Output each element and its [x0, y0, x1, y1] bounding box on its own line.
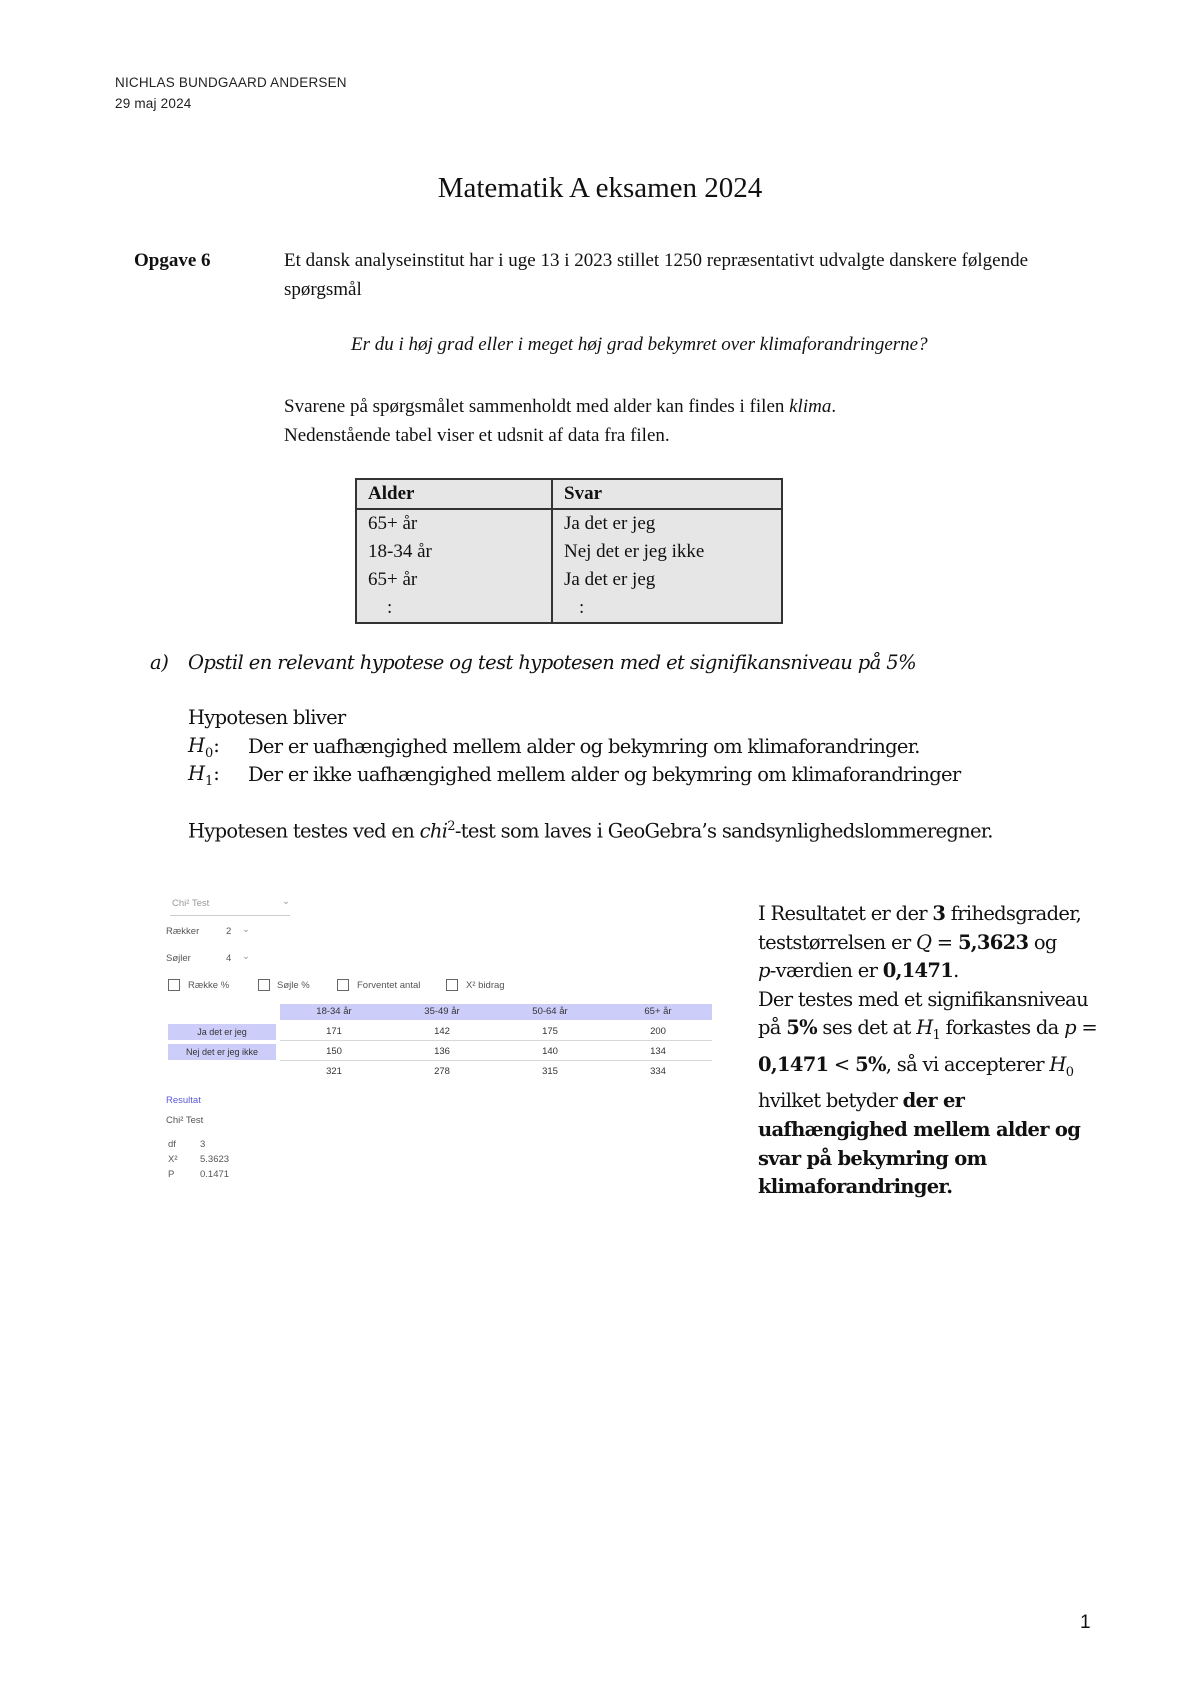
stat-value: 0.1471 — [200, 1169, 230, 1180]
stat-value: 5.3623 — [200, 1154, 230, 1165]
text: = — [1075, 1016, 1098, 1040]
data-line-1-text: Svarene på spørgsmålet sammenholdt med alder kan findes i filen — [284, 396, 790, 417]
text: I Resultatet er der — [758, 902, 933, 925]
column-total: 278 — [434, 1066, 450, 1077]
test-statistic-value: 5,3623 — [957, 930, 1029, 954]
column-header: 18-34 år — [280, 1004, 388, 1020]
test-mode-select: Chi² Test — [172, 898, 210, 909]
column-header: 65+ år — [604, 1004, 712, 1020]
table-cell: Ja det er jeg — [552, 566, 782, 594]
result-title: Chi² Test — [166, 1115, 204, 1126]
h1-symbol: $H_1$: — [188, 762, 220, 789]
data-line-1 — [284, 392, 1104, 421]
survey-question: Er du i høj grad eller i meget høj grad bekymret over klimaforandringerne? — [351, 334, 928, 355]
conclusion-statement: der er uafhængighed mellem alder og svar på bekymring om klimaforandringer. — [758, 1089, 1081, 1199]
stat-label: df — [168, 1139, 176, 1150]
hypothesis-intro: Hypotesen bliver — [188, 706, 346, 729]
h1-letter: H — [916, 1016, 933, 1040]
h0-letter: H — [1049, 1052, 1066, 1076]
table-cell: 142 — [388, 1023, 496, 1041]
checkbox-row-percent — [168, 979, 180, 991]
table-header-age: Alder — [356, 479, 552, 509]
table-row — [356, 509, 782, 538]
question-a-prefix: a) — [150, 651, 169, 674]
p-value: 0,1471 — [758, 1052, 829, 1076]
checkbox-label: Χ² bidrag — [466, 980, 505, 991]
text: hvilket betyder — [758, 1089, 903, 1113]
table-header-answer: Svar — [552, 479, 782, 509]
checkbox-label: Søjle % — [277, 980, 310, 991]
document-title: Matematik A eksamen 2024 — [437, 172, 763, 204]
rows-value: 2 — [226, 926, 232, 937]
h1-statement: Der er ikke uafhængighed mellem alder og bekymring om klimaforandringer — [248, 763, 961, 786]
column-total: 334 — [650, 1066, 666, 1077]
column-total: 315 — [542, 1066, 558, 1077]
text: forkastes da — [940, 1016, 1065, 1040]
h1-subscript: 1 — [205, 773, 214, 789]
geogebra-screenshot — [160, 890, 735, 1190]
columns-value: 4 — [226, 953, 232, 964]
data-description — [284, 392, 1104, 450]
text: og — [1028, 930, 1057, 954]
conclusion-text — [758, 900, 1110, 1202]
table-cell: 171 — [280, 1023, 388, 1041]
document-date: 29 maj 2024 — [115, 96, 192, 111]
h0-letter: H — [188, 734, 206, 757]
table-cell: 65+ år — [356, 509, 552, 538]
table-cell: 140 — [496, 1043, 604, 1061]
p-symbol: p — [758, 959, 770, 983]
checkbox-label: Forventet antal — [357, 980, 421, 991]
table-cell: : — [552, 594, 782, 623]
h0-symbol: $H_0$: — [188, 734, 220, 761]
table-cell: 150 — [280, 1043, 388, 1061]
text: . — [953, 959, 959, 983]
table-cell: 175 — [496, 1023, 604, 1041]
data-excerpt-table — [355, 478, 783, 624]
table-cell: Ja det er jeg — [552, 509, 782, 538]
table-cell: 136 — [388, 1043, 496, 1061]
table-cell: 200 — [604, 1023, 712, 1041]
text: = — [931, 930, 958, 954]
text: , så vi accepterer — [885, 1052, 1050, 1076]
h0-subscript: 0 — [1065, 1064, 1074, 1080]
checkbox-expected-count — [337, 979, 349, 991]
stat-label: P — [168, 1169, 175, 1180]
table-cell: 65+ år — [356, 566, 552, 594]
column-header: 35-49 år — [388, 1004, 496, 1020]
p-value: 0,1471 — [882, 959, 954, 983]
chi-exponent: 2 — [447, 819, 455, 834]
h1-subscript: 1 — [932, 1028, 941, 1044]
table-header-row — [356, 479, 782, 509]
table-cell: 134 — [604, 1043, 712, 1061]
p-symbol: p — [1064, 1016, 1076, 1040]
h1-letter: H — [188, 762, 206, 785]
task-label: Opgave 6 — [134, 250, 211, 271]
chi-symbol: chi — [419, 819, 448, 843]
data-file-name: klima — [789, 396, 832, 417]
h0-statement: Der er uafhængighed mellem alder og bekymring om klimaforandringer. — [248, 735, 920, 758]
test-method-text — [188, 819, 993, 843]
result-heading: Resultat — [166, 1095, 201, 1106]
table-cell: Nej det er jeg ikke — [552, 538, 782, 566]
significance-level: 5% — [855, 1052, 886, 1076]
test-text-pre: Hypotesen testes ved en — [188, 819, 420, 843]
degrees-of-freedom: 3 — [932, 902, 946, 925]
column-total: 321 — [326, 1066, 342, 1077]
checkbox-column-percent — [258, 979, 270, 991]
test-text-post: -test som laves i GeoGebra’s sandsynlighedslommeregner. — [454, 819, 993, 843]
test-statistic-symbol: Q — [916, 930, 932, 954]
data-line-1-end: . — [831, 396, 837, 417]
table-cell: 18-34 år — [356, 538, 552, 566]
columns-label: Søjler — [166, 953, 191, 964]
table-row — [356, 566, 782, 594]
rows-label: Rækker — [166, 926, 200, 937]
text: < — [828, 1052, 856, 1076]
stat-label: Χ² — [168, 1154, 178, 1165]
divider — [170, 915, 290, 916]
chevron-down-icon: ⌄ — [242, 924, 250, 935]
table-cell: : — [356, 594, 552, 623]
stat-value: 3 — [200, 1139, 206, 1150]
data-line-2: Nedenstående tabel viser et udsnit af data fra filen. — [284, 425, 670, 446]
h0-subscript: 0 — [205, 745, 214, 761]
page-number: 1 — [1080, 1612, 1091, 1633]
author-name: NICHLAS BUNDGAARD ANDERSEN — [115, 75, 347, 90]
task-intro: Et dansk analyseinstitut har i uge 13 i 2023 stillet 1250 repræsentativt udvalgte danskere følgende spørgsmål — [284, 250, 1028, 300]
text: -værdien er — [769, 959, 883, 983]
column-header: 50-64 år — [496, 1004, 604, 1020]
row-header: Ja det er jeg — [168, 1024, 276, 1040]
text: Der testes med et signifikansniveau på — [758, 987, 1088, 1040]
significance-level: 5% — [786, 1016, 817, 1040]
table-row — [356, 538, 782, 566]
checkbox-chi-contribution — [446, 979, 458, 991]
checkbox-label: Række % — [188, 980, 230, 991]
table-row — [356, 594, 782, 623]
text: frihedsgrader, teststørrelsen er — [758, 902, 1082, 954]
chevron-down-icon: ⌄ — [242, 951, 250, 962]
text: ses det at — [816, 1016, 917, 1040]
chevron-down-icon: ⌄ — [282, 896, 290, 907]
question-a-text: Opstil en relevant hypotese og test hypotesen med et signifikansniveau på 5% — [188, 651, 917, 674]
row-header: Nej det er jeg ikke — [168, 1044, 276, 1060]
